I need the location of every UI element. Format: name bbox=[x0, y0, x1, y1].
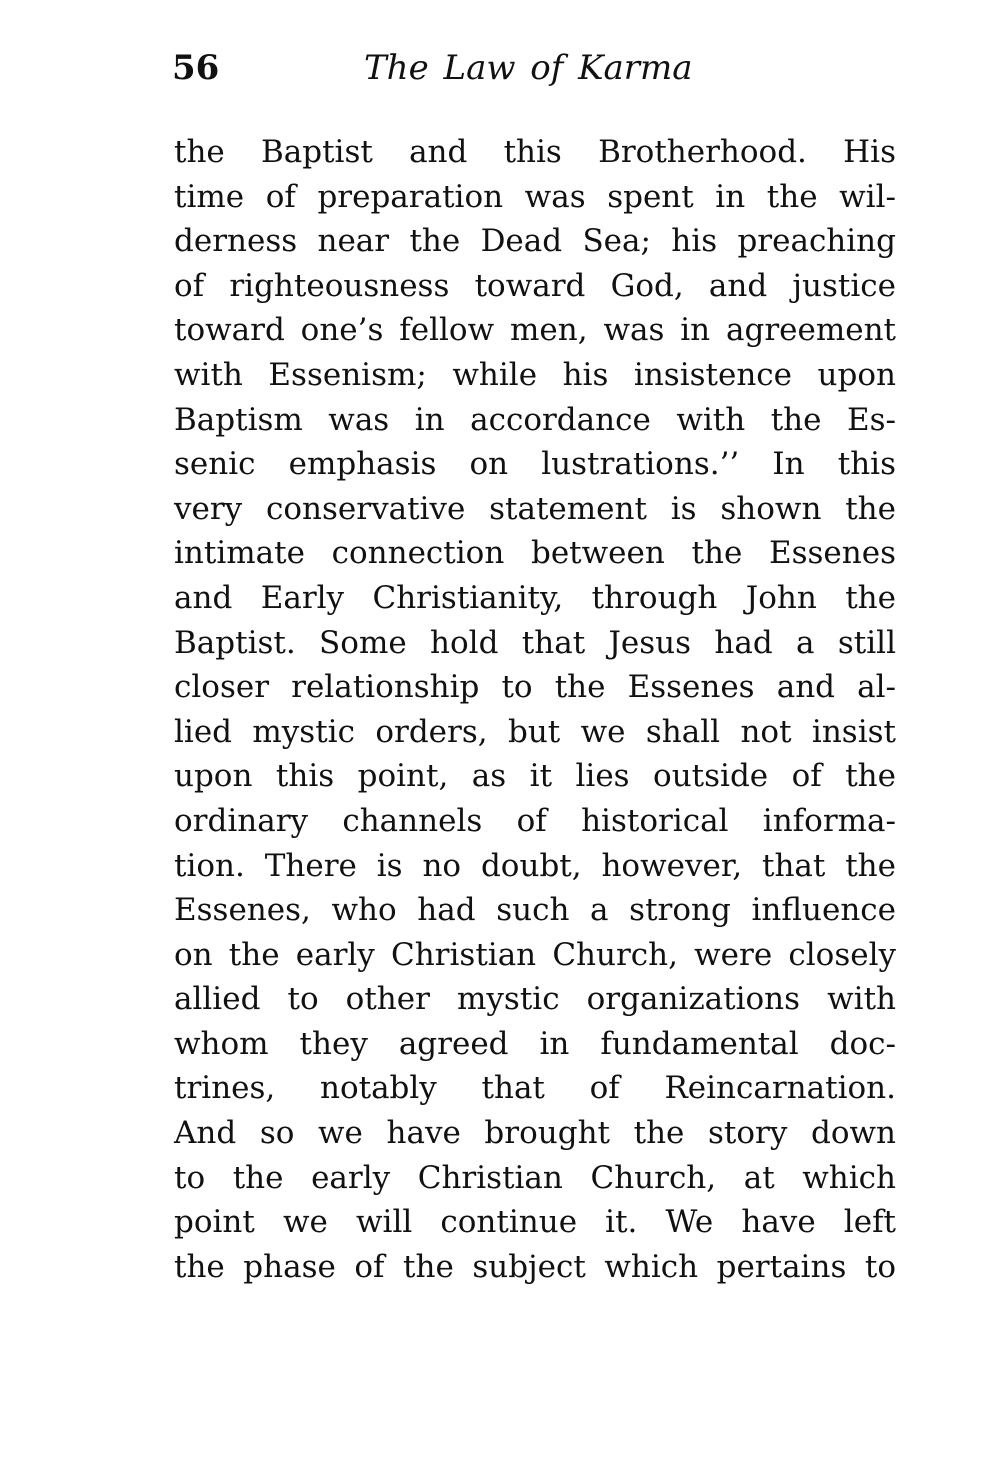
text-line: of righteousness toward God, and justice bbox=[174, 267, 896, 304]
text-line: upon this point, as it lies outside of the bbox=[174, 758, 896, 795]
text-line: Baptism was in accordance with the Es- bbox=[174, 401, 896, 438]
text-line: trines, notably that of Reincarnation. bbox=[174, 1070, 896, 1107]
page-header bbox=[172, 48, 902, 98]
text-line: And so we have brought the story down bbox=[174, 1115, 896, 1152]
text-line: allied to other mystic organizations with bbox=[174, 981, 896, 1018]
text-line: closer relationship to the Essenes and al- bbox=[174, 669, 896, 706]
running-title: The Law of Karma bbox=[364, 48, 693, 88]
text-line: tion. There is no doubt, however, that the bbox=[174, 847, 896, 884]
text-line: very conservative statement is shown the bbox=[174, 490, 896, 527]
page-number: 56 bbox=[172, 48, 220, 88]
text-line: derness near the Dead Sea; his preaching bbox=[174, 223, 896, 260]
text-line: Essenes, who had such a strong influence bbox=[174, 892, 896, 929]
text-line: Baptist. Some hold that Jesus had a still bbox=[174, 624, 896, 661]
text-line: point we will continue it. We have left bbox=[174, 1204, 896, 1241]
text-line: time of preparation was spent in the wil- bbox=[174, 178, 896, 215]
text-line: toward one’s fellow men, was in agreement bbox=[174, 312, 896, 349]
text-line: lied mystic orders, but we shall not insist bbox=[174, 713, 896, 750]
text-line: senic emphasis on lustrations.’’ In this bbox=[174, 446, 896, 483]
text-line: the Baptist and this Brotherhood. His bbox=[174, 134, 896, 170]
text-line: with Essenism; while his insistence upon bbox=[174, 356, 896, 393]
text-line: whom they agreed in fundamental doc- bbox=[174, 1025, 896, 1062]
text-line: intimate connection between the Essenes bbox=[174, 535, 896, 572]
text-line: on the early Christian Church, were closely bbox=[174, 936, 896, 973]
body-text bbox=[174, 130, 896, 1289]
text-line: ordinary channels of historical informa- bbox=[174, 802, 896, 839]
text-line: to the early Christian Church, at which bbox=[174, 1159, 896, 1196]
text-line: the phase of the subject which pertains to bbox=[174, 1248, 896, 1285]
text-line: and Early Christianity, through John the bbox=[174, 579, 896, 616]
